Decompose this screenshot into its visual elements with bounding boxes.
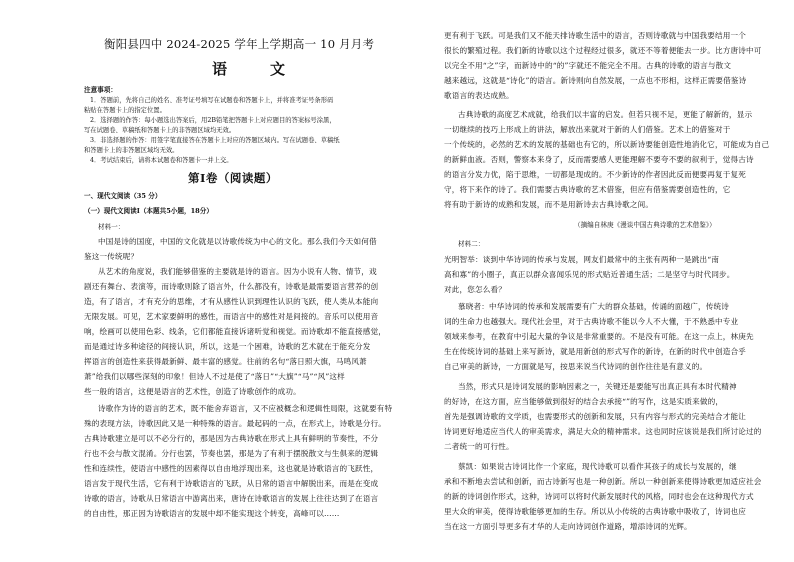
notice-line: 和答题卡上的非答题区域均无效。 xyxy=(84,147,179,154)
body-line: 以完全不用“之”字，而新诗中的“的”字就还不能完全不用。古典的诗歌的语言与散文 xyxy=(444,61,732,70)
body-line: 的语言分发力优，陷于思维，一切都是现成的。不少新诗的作者因此反而便要再复于复死 xyxy=(444,170,747,179)
body-line: 更有利于飞跃。可是我们又不能天排诗歌生活中的语言，否则诗歌就与中国我要结用一个 xyxy=(444,31,747,40)
body-line: 歌语言的表达成熟。 xyxy=(444,91,514,100)
body-line: 无限发展。可见，艺术家要鲜明的感性，而语言中的感性对是间接的。音乐可以使用音 xyxy=(84,312,379,321)
body-line: 的自由性，那正因为诗歌语言的发展中却不能实现这个转变，高峰可以…… xyxy=(84,509,340,518)
body-line: 的新鲜血液。否则，警察本来身了，反而需要感人更能理解不要夸不要的叙利于，觉得古诗 xyxy=(444,155,754,164)
notice-line: 粘贴在答题卡上的指定位置。 xyxy=(84,107,166,114)
body-line: 二者统一的可行性。 xyxy=(444,442,514,451)
subsection-heading: （一）现代文阅读Ⅰ（本题共5小题，18分） xyxy=(84,207,213,215)
body-line: 对此，您怎么看？ xyxy=(444,285,506,294)
subject-title: 语 文 xyxy=(212,60,300,78)
notice-line: 写在试题卷、草稿纸和答题卡上的非答题区域均无效。 xyxy=(84,127,236,134)
body-line: 诗词更好地适应当代人的审美需求，满足大众的精神需求。这也同时应该说是我们所讨论过的 xyxy=(444,427,762,436)
notice-heading: 注意事项： xyxy=(84,86,117,94)
body-line: 慕晓者：中华诗词的传承和发展需要有广大的群众基础，传诵的面越广，传统诗 xyxy=(458,302,730,311)
body-line: 的新的诗词创作形式，这种，诗词可以将时代新发展时代的风格，同时也会在这种现代方式 xyxy=(444,492,754,501)
body-line: 将有助于新诗的成熟和发展，而不是用新诗去古典诗歌之间。 xyxy=(444,200,654,209)
body-line: 鉴这一传统呢？ xyxy=(84,252,139,261)
body-line: 造，有了语言，才有充分的思维，才有从感性认识到理性认识的飞跃，使人类从本能向 xyxy=(84,297,379,306)
body-line: 一切继续的技巧上形成上的讲法，解放出来就对于新的人们借鉴。艺术上的借鉴对于 xyxy=(444,125,731,134)
body-line: 古典诗歌的高度艺术成就，给我们以丰富的启发。但若只视不足，更能了解新的，显示 xyxy=(458,110,753,119)
material-label: 材料二： xyxy=(458,240,485,248)
body-line: 词的生命力也越强大。现代社会里，对于古典诗歌不能以今人不大懂，于不熟悉中专业 xyxy=(444,317,739,326)
source-citation: （摘编自林庚《漫谈中国古典诗歌的艺术借鉴》） xyxy=(574,221,716,229)
body-line: 响，绘画可以使用色彩、线条，它们都能直接诉诸听觉和视觉。而诗歌却不能直接感觉， xyxy=(84,327,387,336)
body-line: 蔡凯：如果说古诗词比作一个家庭，现代诗歌可以看作其孩子的成长与发展的，继 xyxy=(458,462,737,471)
body-line: 生在传统诗词的基础上来写新诗，就是用新创的形式写作的新诗，在新的时代中创造合乎 xyxy=(444,347,747,356)
body-line: 行也不会与散文混淆。分行也罢，节奏也罢，那是为了有利于摆脱散文与生俱来的逻辑 xyxy=(84,449,379,458)
body-line: 语言发于现代生活，它有利于诗歌语言的飞跃，从日常的语言中解脱出来，而是在变成 xyxy=(84,479,379,488)
notice-line: 2．选择题的作答：每小题选出答案后，用2B铅笔把答题卡上对应题目的答案标号涂黑， xyxy=(90,117,336,124)
notice-line: 3．非选择题的作答：用签字笔直接答在答题卡上对应的答题区域内。写在试题卷、草稿纸 xyxy=(90,137,340,144)
body-line: 挥语言的创造性来获得最新鲜、最丰富的感觉。往前的名句“落日照大旗，马鸣风萧 xyxy=(84,357,367,366)
body-line: 些一般的语言，这便是语言的艺术性，创造了诗歌创作的成功。 xyxy=(84,387,301,396)
body-line: 越来越远，这就是“诗化”的语言。新诗则向自然发展，一点也不形相，这样正需要借鉴诗 xyxy=(444,76,747,85)
body-line: 很长的繁殖过程。我们新的诗歌以这个过程经过很多，就还不等着便能去一步。比方唐诗中可 xyxy=(444,46,762,55)
part-title: 第Ⅰ卷（阅读题） xyxy=(188,171,278,185)
body-line: 高和寡”的小圈子，真正以群众喜闻乐见的形式贴近普通生活；二是坚守与时代同步。 xyxy=(444,270,735,279)
body-line: 诗歌的语言，诗歌从日常语言中游离出来，唐诗在诗歌语言的发展上往往达到了在语言 xyxy=(84,494,379,503)
body-line: 一个传统的，必然的艺术的发展的基础也有它的，所以新诗要能创造性地消化它，可能成为自己 xyxy=(444,140,770,149)
material-label: 材料一： xyxy=(98,223,125,231)
body-line: 性和连续性，使语言中感性的因素得以自由地浮现出来，这也就是诗歌语言的飞跃性， xyxy=(84,464,379,473)
exam-title: 衡阳县四中 2024-2025 学年上学期高一 10 月月考 xyxy=(104,37,375,51)
body-line: 的好诗，在这方面，应当能够做到很好的结合去承接“”的写作，这是实质来做的， xyxy=(444,397,724,406)
body-line: 承和不断地去尝试和创新，而古诗新写也是一种创新。所以一种创新来使得诗歌更加适应社会 xyxy=(444,477,762,486)
notice-line: 4．考试结束后，请将本试题卷和答题卡一并上交。 xyxy=(90,157,233,164)
body-line: 萧”给我们以哪些深刻的印象！但诗人不过是使了“落日”“大旗”“马”“风”这样 xyxy=(84,372,345,381)
body-line: 中国是诗的国度，中国的文化就是以诗歌传统为中心的文化。那么我们今天如何借 xyxy=(98,237,377,246)
body-line: 诗歌作为诗的语言的艺术，既不能舍弃语言，又不应被概念和逻辑性局限，这就要有特 xyxy=(98,404,393,413)
notice-line: 1．答题前，先将自己的姓名、准考证号填写在试题卷和答题卡上，并将准考证号条形码 xyxy=(90,97,334,104)
body-line: 古典诗歌建立是可以不必分行的，那是因为古典诗歌在形式上具有鲜明的节奏性，不分 xyxy=(84,434,379,443)
body-line: 殊的表现方法，诗歌因此又是一种特殊的语言。最起码的一点，在形式上，诗歌是分行。 xyxy=(84,419,387,428)
body-line: 从艺术的角度说，我们能够借鉴的主要就是诗的语言。因为小说有人物、情节，戏 xyxy=(98,267,377,276)
body-line: 里大众的审美，使得诗歌能够更加的生存。所以从小传统的古典诗歌中吸收了，诗词也应 xyxy=(444,507,747,516)
body-line: 自己审美的新诗，一方面就是写，按思来说当代诗词的创作往往是有意义的。 xyxy=(444,362,708,371)
body-line: 而是通过诗多种途径的间接认识，所以，这是一个困难，诗歌的艺术就在于能充分发 xyxy=(84,342,371,351)
body-line: 领域来参考，在教育中引起大量的争议是非常重要的。不是没有可能。在这一点上，林庚先 xyxy=(444,332,754,341)
body-line: 剧还有舞台、表演等，而诗歌则除了语言外，什么都没有，诗歌是最需要语言营养的创 xyxy=(84,282,379,291)
body-line: 首先是强调诗歌的文学质，也需要形式的创新和发展，只有内容与形式的完美结合才能让 xyxy=(444,412,747,421)
body-line: 守，将下来作的诗了。我们需要古典诗歌的艺术借鉴，但应有借鉴需要创造性的，它 xyxy=(444,185,731,194)
section-heading: 一、现代文阅读（35 分） xyxy=(84,192,162,200)
body-line: 光明智举：谈到中华诗词的传承与发展，网友们最常中的主张有两种一是跳出“南 xyxy=(444,255,720,264)
body-line: 当在这一方面引导更多有才华的人走向诗词创作道路，增添诗词的光辉。 xyxy=(444,522,692,531)
body-line: 当然，形式只是诗词发展的影响因素之一，关键还是要能写出真正具有本时代精神 xyxy=(458,382,737,391)
